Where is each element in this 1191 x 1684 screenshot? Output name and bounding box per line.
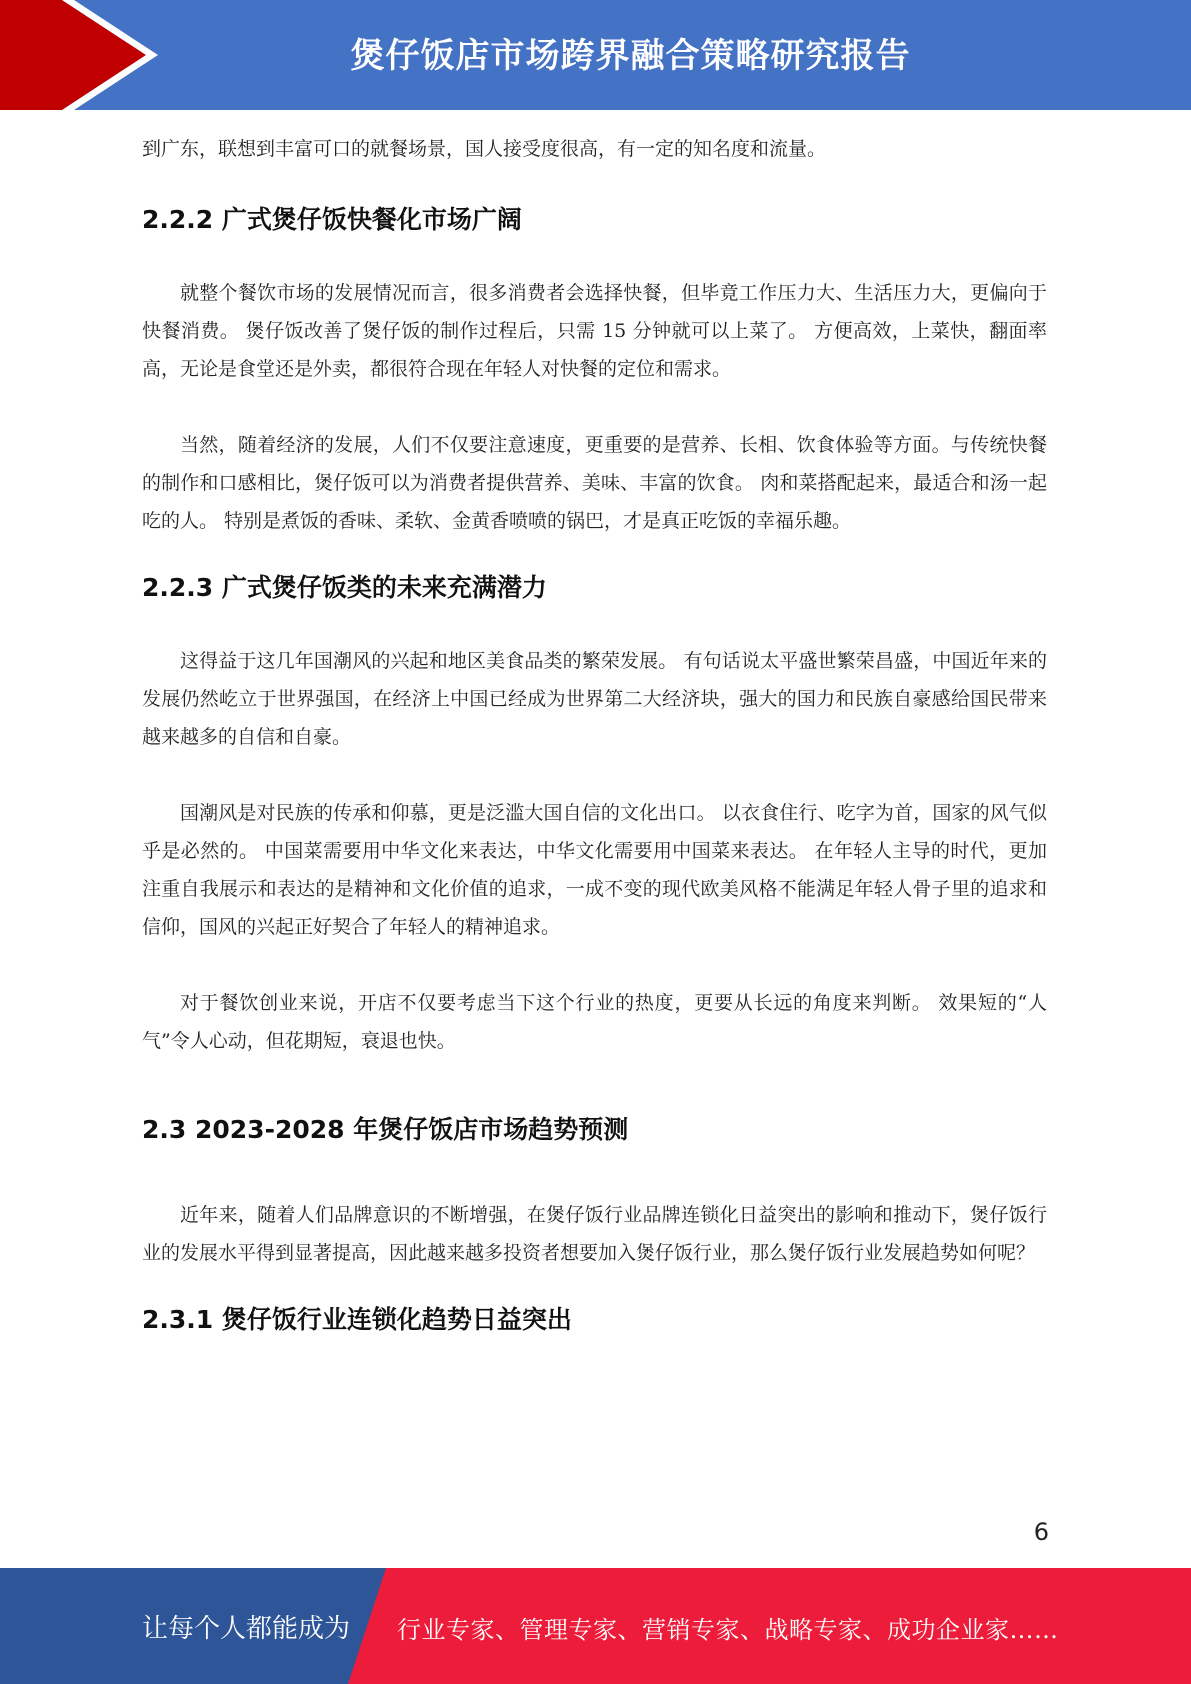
section-heading-2-3-1: 2.3.1 煲仔饭行业连锁化趋势日益突出 [142, 1305, 572, 1334]
section-heading-2-3: 2.3 2023-2028 年煲仔饭店市场趋势预测 [142, 1115, 629, 1144]
report-title: 煲仔饭店市场跨界融合策略研究报告 [350, 36, 911, 76]
section-heading-2-2-2: 2.2.2 广式煲仔饭快餐化市场广阔 [142, 205, 522, 234]
paragraph: 就整个餐饮市场的发展情况而言，很多消费者会选择快餐，但毕竟工作压力大、生活压力大，更偏向于快餐消费。 煲仔饭改善了煲仔饭的制作过程后，只需 15 分钟就可以上菜了。 方便高效，上菜快，翻面率高，无论是食堂还是外卖，都很符合现在年轻人对快餐的定位和需求。 [142, 282, 1047, 380]
paragraph: 当然，随着经济的发展，人们不仅要注意速度，更重要的是营养、长相、饮食体验等方面。与传统快餐的制作和口感相比，煲仔饭可以为消费者提供营养、美味、丰富的饮食。 肉和菜搭配起来，最适合和汤一起吃的人。 特别是煮饭的香味、柔软、金黄香喷喷的锅巴，才是真正吃饭的幸福乐趣。 [142, 434, 1047, 532]
page-number: 6 [1033, 1518, 1049, 1546]
footer-slogan-right: 行业专家、管理专家、营销专家、战略专家、成功企业家…… [397, 1616, 1059, 1644]
paragraph: 这得益于这几年国潮风的兴起和地区美食品类的繁荣发展。 有句话说太平盛世繁荣昌盛，中国近年来的发展仍然屹立于世界强国，在经济上中国已经成为世界第二大经济块，强大的国力和民族自豪感给国民带来越来越多的自信和自豪。 [142, 650, 1047, 748]
paragraph: 近年来，随着人们品牌意识的不断增强，在煲仔饭行业品牌连锁化日益突出的影响和推动下，煲仔饭行业的发展水平得到显著提高，因此越来越多投资者想要加入煲仔饭行业，那么煲仔饭行业发展趋势如何呢？ [142, 1204, 1047, 1264]
header-arrow-decoration [0, 0, 160, 110]
section-heading-2-2-3: 2.2.3 广式煲仔饭类的未来充满潜力 [142, 573, 547, 602]
page-content [142, 130, 1047, 1336]
page-footer [0, 1568, 1191, 1684]
paragraph: 对于餐饮创业来说，开店不仅要考虑当下这个行业的热度，更要从长远的角度来判断。 效果短的“人气”令人心动，但花期短，衰退也快。 [142, 992, 1047, 1052]
footer-slogan-left: 让每个人都能成为 [142, 1614, 351, 1644]
page-header [0, 0, 1191, 110]
paragraph-continuation: 到广东，联想到丰富可口的就餐场景，国人接受度很高，有一定的知名度和流量。 [142, 138, 827, 160]
paragraph: 国潮风是对民族的传承和仰慕，更是泛滥大国自信的文化出口。 以衣食住行、吃字为首，国家的风气似乎是必然的。 中国菜需要用中华文化来表达，中华文化需要用中国菜来表达。 在年轻人主导的时代，更加注重自我展示和表达的是精神和文化价值的追求，一成不变的现代欧美风格不能满足年轻人骨子里的追求和信仰，国风的兴起正好契合了年轻人的精神追求。 [142, 802, 1047, 938]
